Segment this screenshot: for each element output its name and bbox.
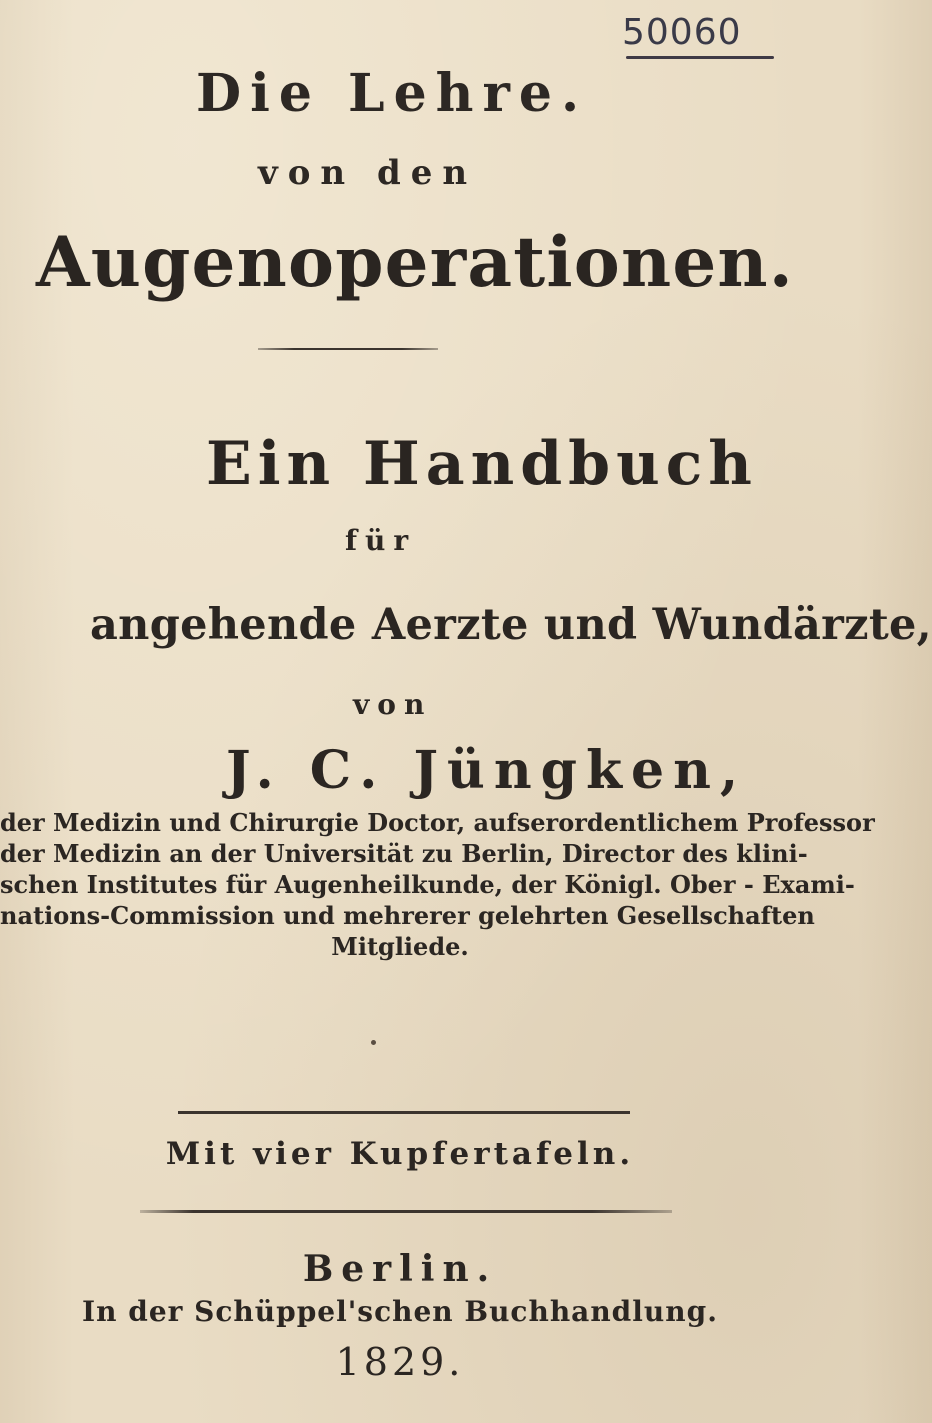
author-description-line: schen Institutes für Augenheilkunde, der Königl. Ober - Exami- [0,870,855,899]
imprint-publisher: In der Schüppel'schen Buchhandlung. [82,1295,718,1328]
plates-note: Mit vier Kupfertafeln. [165,1136,635,1172]
subtitle-line-3: angehende Aerzte und Wundärzte, [90,600,932,650]
library-shelf-mark: 50060 [622,12,742,53]
title-line-1: Die Lehre. [196,63,589,124]
author-name: J. C. Jüngken, [226,740,748,801]
paper-speck [371,1040,376,1045]
subtitle-line-1: Ein Handbuch [206,429,758,499]
author-description-line: der Medizin an der Universität zu Berlin, Director des klini- [0,839,808,868]
subtitle-line-2: für [345,524,417,557]
author-by: von [353,688,433,721]
shelf-mark-underline [626,56,774,59]
imprint-city: Berlin. [302,1248,498,1290]
author-description-line: Mitgliede. [331,932,469,961]
title-line-2: von den [258,153,478,193]
divider-rule [178,1111,630,1114]
divider-rule [140,1210,672,1213]
title-line-3: Augenoperationen. [36,222,795,303]
divider-rule [258,348,438,350]
imprint-year: 1829. [335,1340,465,1384]
author-description-line: der Medizin und Chirurgie Doctor, aufserordentlichem Professor [0,808,875,837]
author-description-line: nations-Commission und mehrerer gelehrten Gesellschaften [0,901,815,930]
